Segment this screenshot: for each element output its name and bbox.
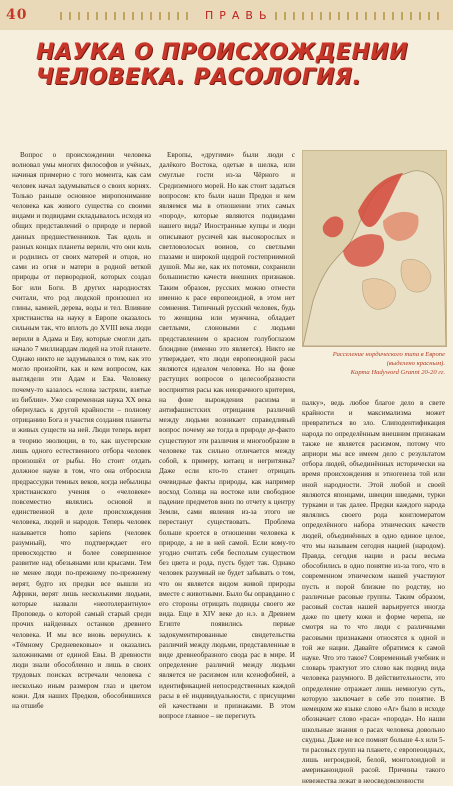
title-line-2: ЧЕЛОВЕКА. РАСОЛОГИЯ. [36,65,362,90]
page-number: 40 [6,7,28,23]
figure-caption [302,350,445,377]
caption-line-2: (выделено красным). [386,360,445,367]
column-1-text: Вопрос о происхождении человека волновал умы многих философов и учёных, начиная примерно с того момента, как сам человек начал задумываться о своих корнях. Только раньше основное миропонимание человека как живого существа со своими видами и подвидами складывалось исходя из общих представлений о природе и первой данных предшественников. Так вдоль и разных концах планеты верили, что они коль и родились от своих матерей и отцов, но сами из огня и матери в родной веткой природы от первородной, которых создал Бог или Боги. В других народностях считали, что род людской произошел из глины, камней, дерева, воды и тел. Влияние христианства на науку в Европе оказалось сильным так, что вплоть до XVIII века люди верили в Адама и Еву, которые смогли дать начало 7 миллиардам людей на этой планете. Однако никто не задумывался о том, как это могло произойти, как и кем вопросом, как выглядели эти Адам и Ева. Человеку почему-то казалось «слова застряли, взятые из библии». Уже современная наука XX века обернулась к другой крайности – полному отрицанию Бога и участия создания планеты и живых существ на ней. Люди теперь верят в теорию эволюции, в то, как шустерские лишь одного естественного отбора человек произошёл от рыбы. Но стоит отдать должное науке в том, что она отбросила предрассудки темных веков, когда небылицы христианского учения о «человеке» повсеместно являлись основой и единственной в деле происхождения человека, людей и народов. Теперь человек называется homo sapiens (человек разумный), что подтверждает его превосходство и более совершенное развитие над обезьянами или крысами. Тем не менее люди по-прежнему по-прежнему верят, будто их предки все вышли из Африки, верят лишь несколькими людьми, которые назвали «неотолерантную» Проповедь о которой самый старый среди прочих найденных останков древнего человека. И мы все вновь вернулись к «Тёмному Средневековью» и оказались заложниками от единой Евы. В древности люди знали обособленно и лишь в своих трудовых поисках встречали человека с несколько иным размером глаз и цветом кожи. Для наших Предков, обособившихся на отшибе [12,151,151,710]
article-title [36,40,436,90]
europe-map [303,151,446,346]
column-2-text: Европы, «другими» были люди с далёкого Востока, одетые в шелка, или смуглые гости из-за Чёрного и Средиземного морей. Но как стоит задаться вопросом: кто были наши Предки и кем являемся мы в отношении этих самых «пород», которые являются подвидами нашего вида? Иностранные купцы и люди описывают русичей как высокорослых и светловолосых воинов, со светлыми глазами и широкой щедрой гостеприимной душой. Мы же, как их потомки, сохранили большинство качеств внешних признаков. Таким образом, русских можно отнести именно к расе европеоидной, в этом нет сомнения. Типичный русский человек, будь то женщина или мужчина, обладает светлыми, слоновыми с людьми представлением о красном голубоглазом блондине (именно это является). Никто не утверждает, что люди европеоидной расы являются идеалом человека. Но на фоне растущих вопросов о целесообразности восприятия расы как невзрачного критерия, на фоне вырождения расизма и антифашистских отрицания различий между людьми возникает справедливый вопрос почему же тогда в природе де-факто существуют эти различия и многообразие в человеке так сильно отличается между собой, к примеру, китаец и негритянка? Даже если кто-то станет отрицать очевидные факты природы, как например восход Солнца на востоке или свободное падение предметов вниз по отчету к центру Земли, сами явления из-за этого не перестанут существовать. Проблема больше кроется в отношении человека к природе, а не в ней самой. Если кому-то угодно считать себя бесполым существом без цвета и рода, пусть будет так. Однако человек разумный не будет забывать о том, что он является видом живой природы вместе с животными. Было бы оправданно с его стороны отрицать подвиды своего же вида. Еще в XIV веке до н.э. в Древнем Египте появились первые задокументированные свидетельства различий между людьми, представленные в виде древнеобразного свода рас в мире. И определение различий между людьми является не расизмом или ксенофобией, а идентификацией непосредственных каждой расы в её индивидуальности, с присущими ей качествами и признаками. В этом вопросе главное – не перегнуть [159,151,295,721]
text-column-3 [302,398,445,785]
europe-map-figure [302,150,447,347]
text-column-2 [159,150,295,721]
header-ornament-right [275,12,445,20]
header-ornament-left [60,12,190,20]
caption-line-1: Расселение нордического типа в Европе [332,351,445,358]
text-column-1 [12,150,151,710]
section-title: ПРАВЬ [205,9,273,22]
column-3-text: палку», ведь любое благое дело в свете крайности и максимализма может превратиться во зло. Слиподентификация народа по определённым внешним признакам также не является расизмом, потому что априори мы все имеем дело с результатом отбора людей, объединённых исторически на время происхождения и этногенеза той или иной народности. Этой любой и своей являются японцами, швеции шведами, турки турками и так далее. Предки каждого народа являлись своего рода конгломератом определённого набора этнических качеств людей, объединённых в одно единое целое, что мы называем сегодня нацией (народом). Правда, сегодня нации и расы весьма обособились в одно понятие из-за того, что в современном этническом нашей участвуют пусть и порой близкие по родству, но различные расовые группы. Таким образом, расовый состав нашей варьируется иногда даже по цвету кожи и форме черепа, не смотря на то что люди с различными расовыми признаками относятся к одной и той же нации. Давайте обратимся к самой науке. Что это такое? Современный учебник и словарь трактуют это слово как подвид вида человека разумного. В действительности, это определение отражает лишь немногую суть, которую заключает в себе это понятие. В немецком же языке слово «Ar» было в исходе обозначает слово «раса» «порода». Но наши школьные знания о расах человека довольно скудны. Даже не все помнят больше 4-х или 5-ти расовых групп на планете, с европеоидных, лишь негроидной, белой, монголоидной и американоидной расой. Причины такого невежества лежат в неосведомленности [302,399,445,785]
caption-line-3: Карта Hadyword Grannt 20-20 гг. [350,369,445,376]
title-line-1: НАУКА О ПРОИСХОЖДЕНИИ [36,40,409,65]
